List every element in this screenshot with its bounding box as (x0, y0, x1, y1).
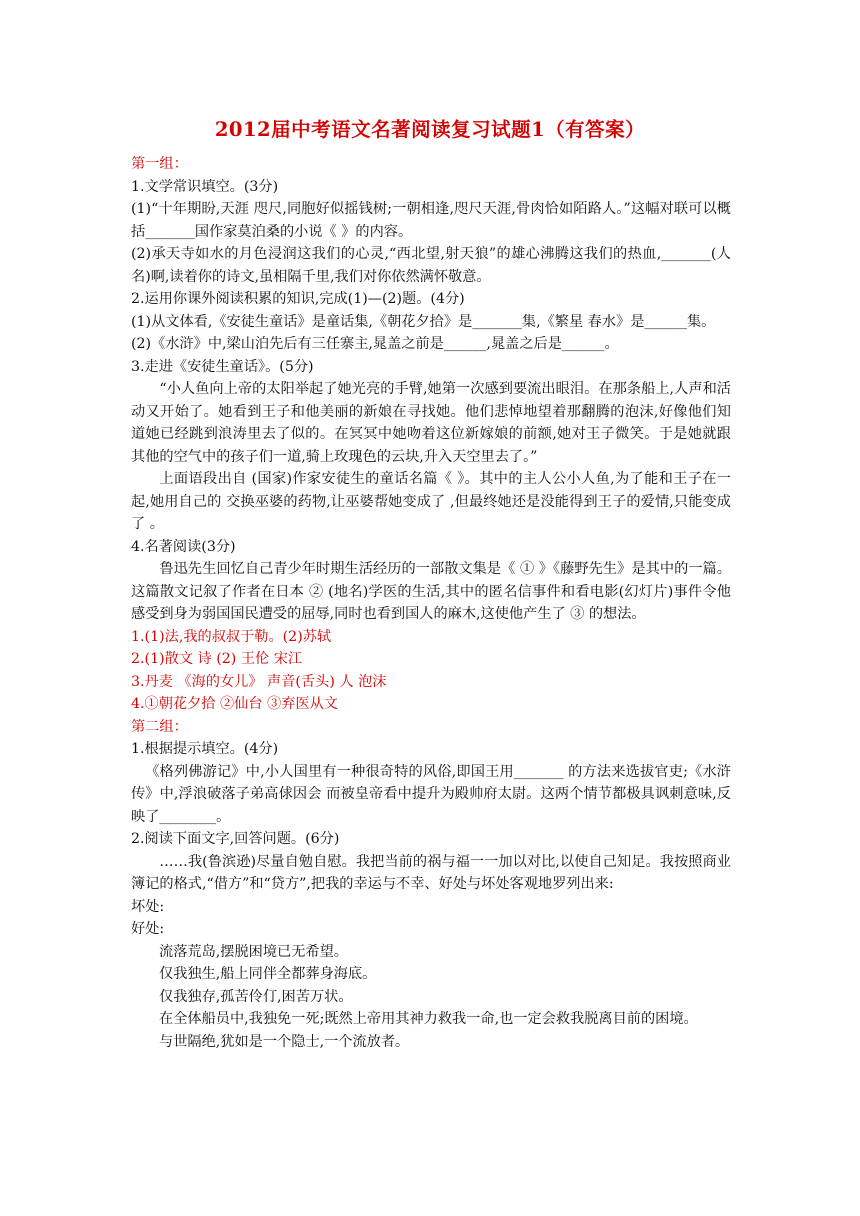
text-line: 仅我独生,船上同伴全都葬身海底。 (159, 966, 377, 982)
text-line: 3.丹麦 《海的女儿》 声音(舌头) 人 泡沫 (131, 673, 387, 690)
text-line: 流落荒岛,摆脱困境已无希望。 (159, 943, 348, 960)
text-line: 上面语段出自 (国家)作家安徒生的童话名篇《 》。其中的主人公小人鱼,为了能和王子在一起,她用自己的 交换巫婆的药物,让巫婆帮她变成了 ,但最终她还是没能得到王子的爱情,只能变成了 。 (131, 471, 731, 532)
text-line: 第一组： (131, 156, 188, 172)
text-line: 在全体船员中,我独免一死;既然上帝用其神力救我一命,也一定会救我脱离目前的困境。 (159, 1011, 698, 1027)
text-line: (2)《水浒》中,梁山泊先后有三任寨主,晁盖之前是______,晁盖之后是______。 (131, 336, 619, 352)
page-title: 2012届中考语文名著阅读复习试题1（有答案） (214, 118, 646, 141)
text-line: 1.文学常识填空。(3分) (131, 178, 279, 195)
text-line: ……我(鲁滨逊)尽量自勉自慰。我把当前的祸与福一一加以对比,以使自己知足。我按照商业簿记的格式,“借方”和“贷方”,把我的幸运与不幸、好处与坏处客观地罗列出来: (131, 853, 731, 892)
text-line: 3.走进《安徒生童话》。(5分) (131, 358, 314, 375)
text-line: (1)“十年期盼,天涯 咫尺,同胞好似摇钱树;一朝相逢,咫尺天涯,骨肉恰如陌路人。”这幅对联可以概括_______国作家莫泊桑的小说《 》的内容。 (131, 201, 731, 240)
text-line: 坏处: (131, 898, 165, 915)
text-line: 4.①朝花夕拾 ②仙台 ③弃医从文 (131, 696, 338, 712)
text-line: 2.运用你课外阅读积累的知识,完成(1)—(2)题。(4分) (131, 291, 465, 307)
text-line: 仅我独存,孤苦伶仃,困苦万状。 (159, 988, 353, 1005)
text-line: (1)从文体看,《安徒生童话》是童话集,《朝花夕拾》是_______集,《繁星 春水》是______集。 (131, 313, 716, 330)
document-body (131, 153, 731, 1053)
text-line: 1.(1)法,我的叔叔于勒。(2)苏轼 (131, 628, 332, 645)
text-line: 4.名著阅读(3分) (131, 538, 236, 555)
text-line: 1.根据提示填空。(4分) (131, 741, 279, 757)
text-line: “小人鱼向上帝的太阳举起了她光亮的手臂,她第一次感到要流出眼泪。在那条船上,人声和活动又开始了。她看到王子和他美丽的新娘在寻找她。他们悲悼地望着那翻腾的泡沫,好像他们知道她已经跳到浪涛里去了似的。在冥冥中她吻着这位新嫁娘的前额,她对王子微笑。于是她就跟其他的空气中的孩子们一道,骑上玫瑰色的云块,升入天空里去了。” (131, 381, 731, 465)
text-line: 《格列佛游记》中,小人国里有一种很奇特的风俗,即国王用_______ 的方法来选拔官吏;《水浒传》中,浮浪破落子弟高俅因会 而被皇帝看中提升为殿帅府太尉。这两个情节都极具讽刺意味,反映了________。 (131, 763, 731, 825)
text-line: 第二组： (131, 718, 188, 735)
text-line: 好处: (131, 921, 165, 937)
text-line: 2.(1)散文 诗 (2) 王伦 宋江 (131, 651, 303, 667)
text-line: (2)承天寺如水的月色浸润这我们的心灵,“西北望,射天狼”的雄心沸腾这我们的热血,_______(人名)啊,读着你的诗文,虽相隔千里,我们对你依然满怀敬意。 (131, 246, 731, 285)
text-line: 鲁迅先生回忆自己青少年时期生活经历的一部散文集是《 ① 》《藤野先生》是其中的一篇。这篇散文记叙了作者在日本 ② (地名)学医的生活,其中的匿名信事件和看电影(幻灯片)事件令他感受到身为弱国国民遭受的屈辱,同时也看到国人的麻木,这使他产生了 ③ 的想法。 (131, 561, 731, 622)
text-line: 与世隔绝,犹如是一个隐士,一个流放者。 (159, 1033, 410, 1050)
text-line: 2.阅读下面文字,回答问题。(6分) (131, 831, 340, 847)
